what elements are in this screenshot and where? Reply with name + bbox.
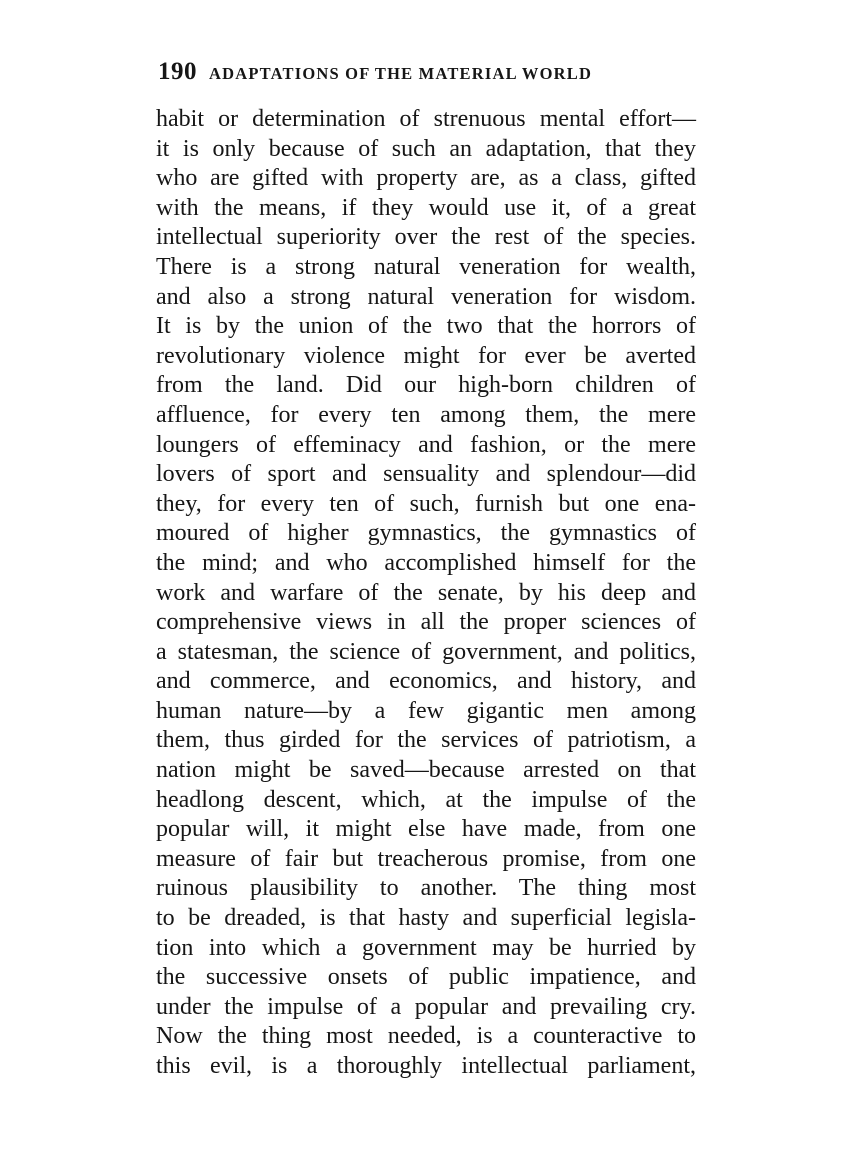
text-line-7: and also a strong natural veneration for wisdom. xyxy=(156,283,696,310)
text-line-31: under the impulse of a popular and prevailing cry. xyxy=(156,993,696,1020)
text-line-20: and commerce, and economics, and history, and xyxy=(156,668,696,695)
text-line-33: this evil, is a thoroughly intellectual parliament, xyxy=(156,1053,696,1079)
text-line-3: who are gifted with property are, as a class, gifted xyxy=(156,165,696,192)
text-line-8: It is by the union of the two that the horrors of xyxy=(156,313,696,340)
text-line-10: from the land. Did our high-born children of xyxy=(156,372,696,399)
text-line-1: habit or determination of strenuous mental effort— xyxy=(156,106,696,132)
text-line-24: headlong descent, which, at the impulse of the xyxy=(156,786,696,813)
running-head xyxy=(158,58,698,90)
text-line-30: the successive onsets of public impatience, and xyxy=(156,964,696,991)
text-line-21: human nature—by a few gigantic men among xyxy=(156,697,696,724)
text-line-32: Now the thing most needed, is a counteractive to xyxy=(156,1023,696,1050)
text-line-14: they, for every ten of such, furnish but one ena- xyxy=(156,490,696,517)
text-line-5: intellectual superiority over the rest of the species. xyxy=(156,224,696,251)
text-line-27: ruinous plausibility to another. The thing most xyxy=(156,875,696,902)
text-line-11: affluence, for every ten among them, the mere xyxy=(156,401,696,428)
text-line-19: a statesman, the science of government, and politics, xyxy=(156,638,696,665)
text-line-23: nation might be saved—because arrested on that xyxy=(156,757,696,784)
text-line-18: comprehensive views in all the proper sciences of xyxy=(156,609,696,636)
text-line-26: measure of fair but treacherous promise, from one xyxy=(156,845,696,872)
text-line-9: revolutionary violence might for ever be averted xyxy=(156,342,696,369)
text-line-22: them, thus girded for the services of patriotism, a xyxy=(156,727,696,754)
page-number: 190 xyxy=(158,58,197,85)
text-line-6: There is a strong natural veneration for wealth, xyxy=(156,253,696,280)
text-line-16: the mind; and who accomplished himself for the xyxy=(156,549,696,576)
text-line-29: tion into which a government may be hurried by xyxy=(156,934,696,961)
text-line-4: with the means, if they would use it, of a great xyxy=(156,194,696,221)
text-line-13: lovers of sport and sensuality and splendour—did xyxy=(156,461,696,488)
text-line-12: loungers of effeminacy and fashion, or the mere xyxy=(156,431,696,458)
text-line-15: moured of higher gymnastics, the gymnastics of xyxy=(156,520,696,547)
text-line-2: it is only because of such an adaptation, that they xyxy=(156,135,696,162)
body-text xyxy=(156,105,696,1082)
text-line-17: work and warfare of the senate, by his deep and xyxy=(156,579,696,606)
running-head-title: ADAPTATIONS OF THE MATERIAL WORLD xyxy=(209,64,593,83)
text-line-25: popular will, it might else have made, from one xyxy=(156,816,696,843)
text-line-28: to be dreaded, is that hasty and superficial legisla- xyxy=(156,905,696,932)
